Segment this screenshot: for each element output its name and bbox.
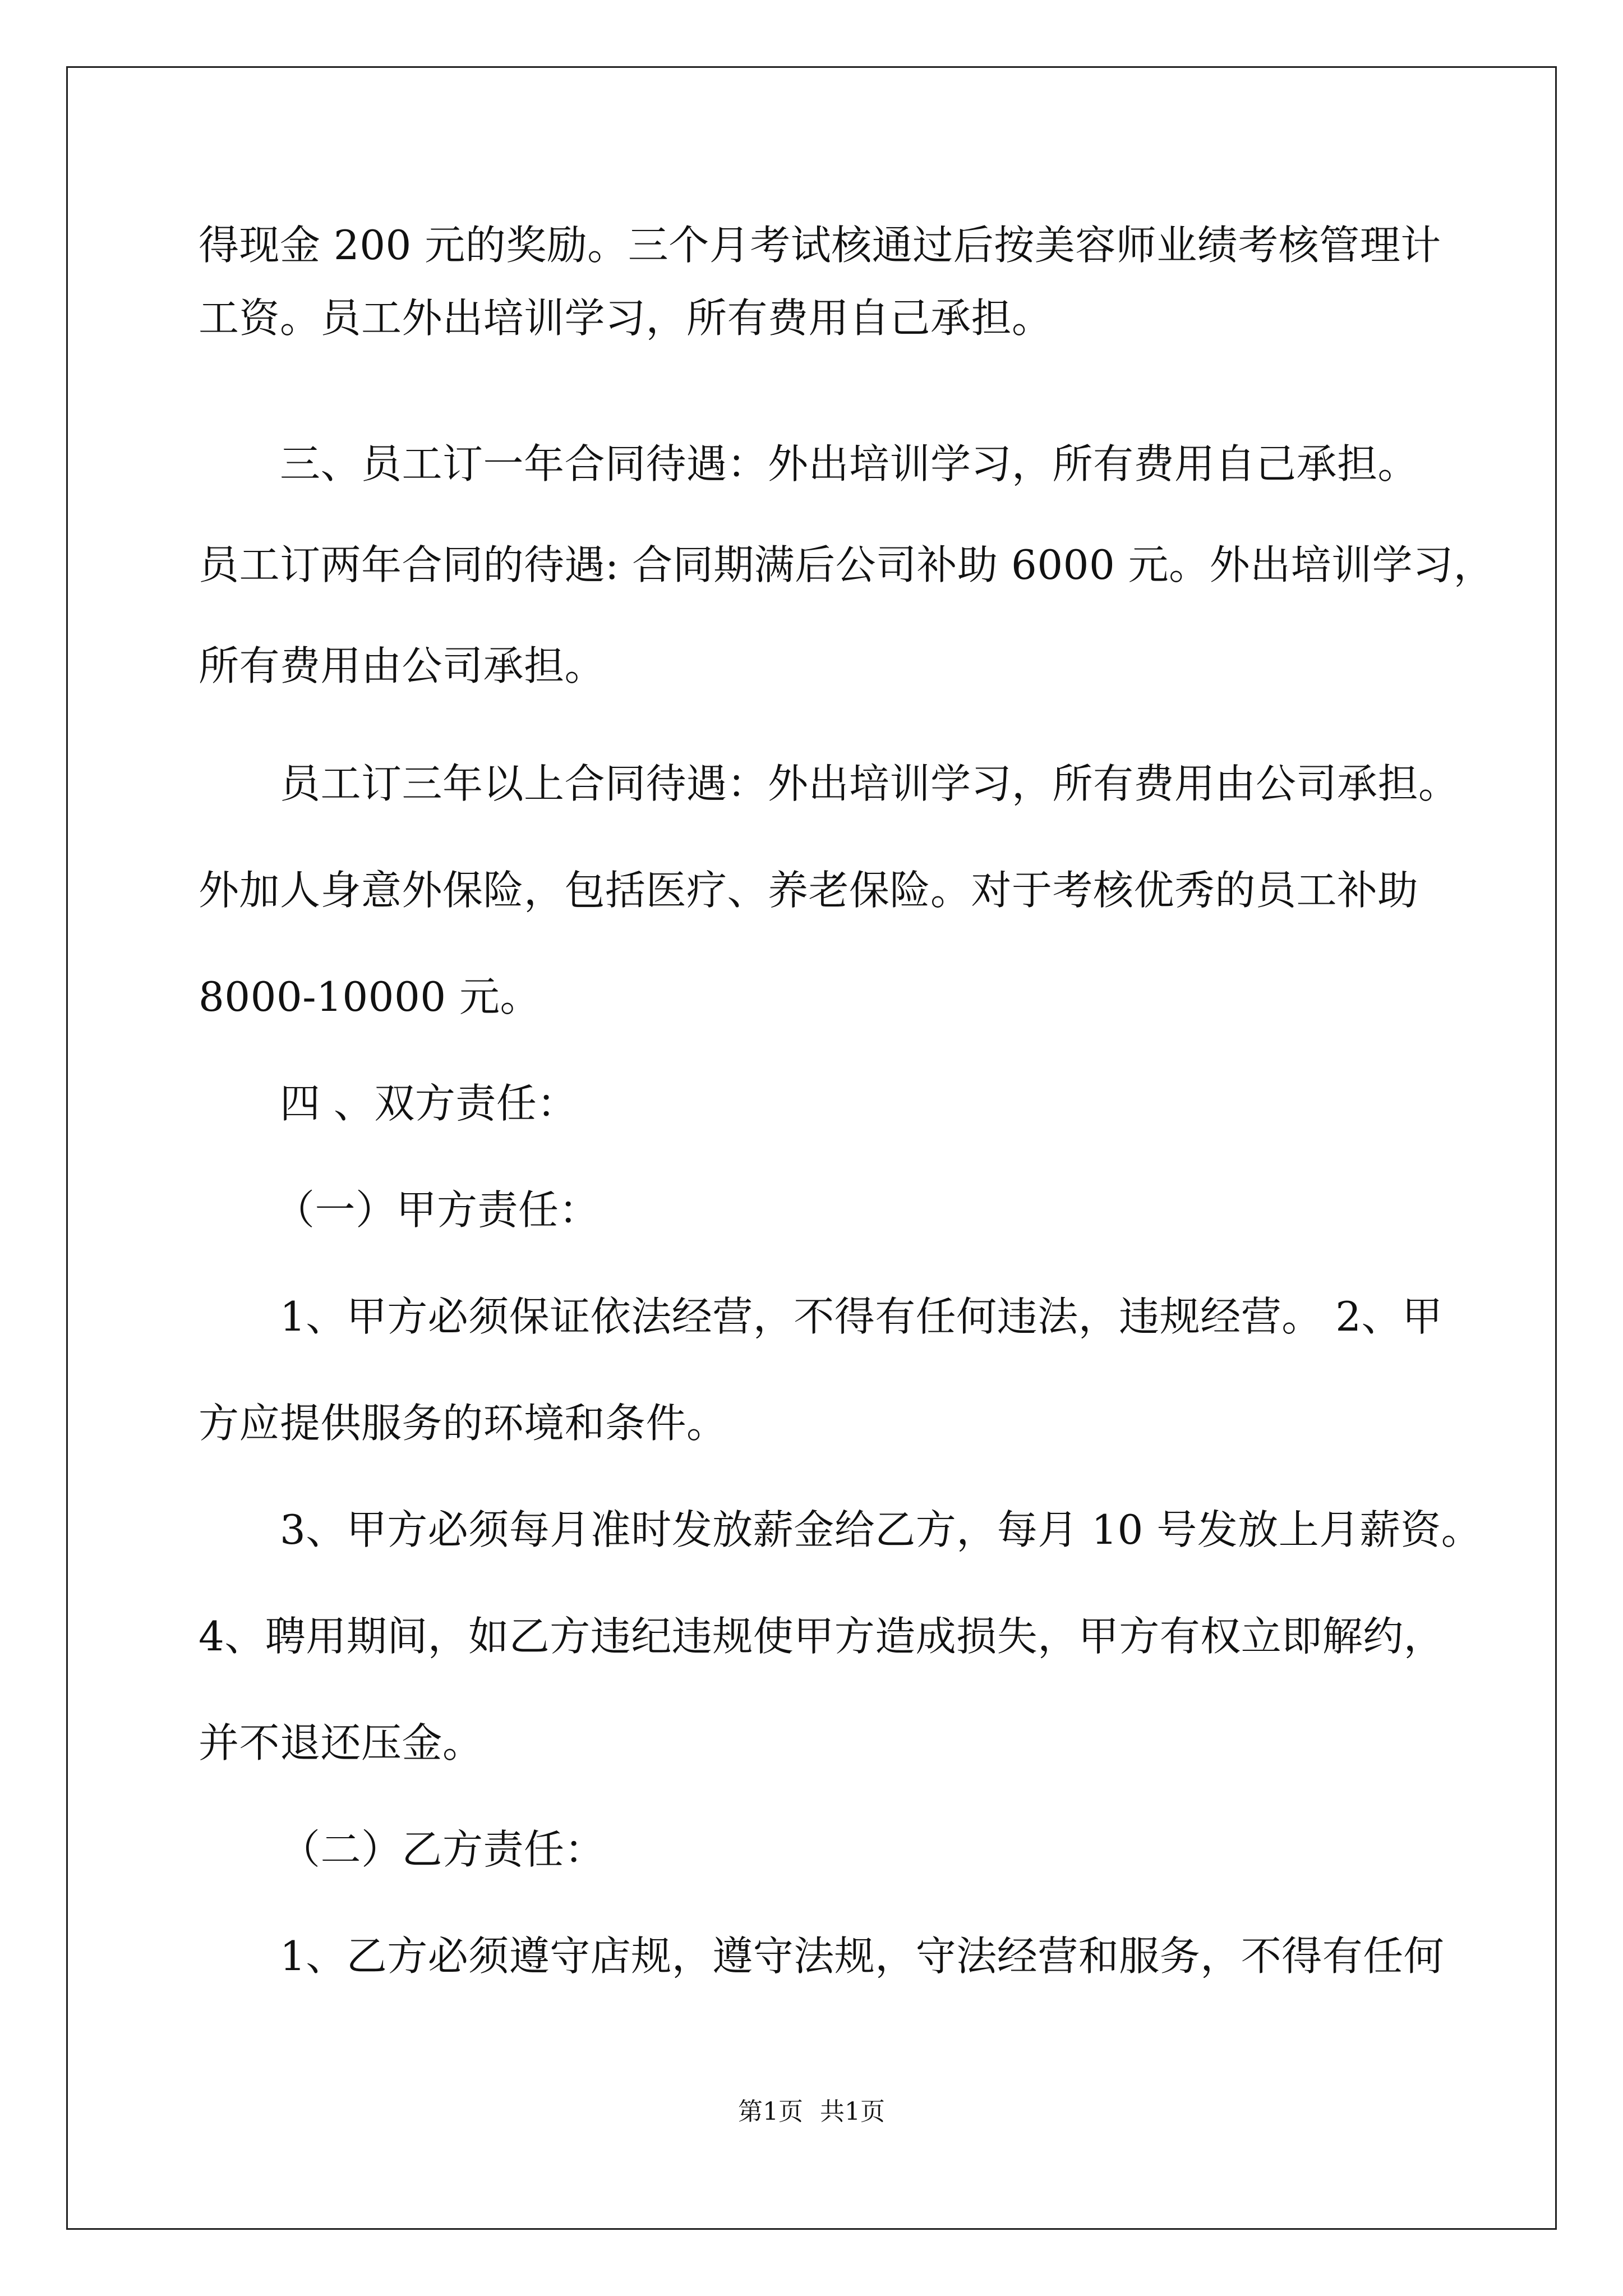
text-line-10: （一）甲方责任： (274, 1186, 600, 1234)
text-line-15: 并不退还压金。 (199, 1719, 483, 1766)
text-line-6: 员工订三年以上合同待遇：外出培训学习，所有费用由公司承担。 (280, 760, 1459, 807)
text-line-1: 得现金 200 元的奖励。三个月考试核通过后按美容师业绩考核管理计 (199, 222, 1441, 269)
page-number-label: 第1页 (738, 2097, 803, 2126)
text-line-5: 所有费用由公司承担。 (199, 642, 606, 689)
text-line-4: 员工订两年合同的待遇: 合同期满后公司补助 6000 元。外出培训学习， (199, 541, 1495, 588)
text-line-7: 外加人身意外保险，包括医疗、养老保险。对于考核优秀的员工补助 (199, 867, 1419, 914)
text-line-14: 4、聘用期间，如乙方违纪违规使甲方造成损失，甲方有权立即解约， (199, 1613, 1445, 1660)
text-line-16: （二）乙方责任： (280, 1826, 606, 1873)
text-line-17: 1、乙方必须遵守店规，遵守法规，守法经营和服务，不得有任何 (280, 1932, 1445, 1980)
text-line-8: 8000-10000 元。 (199, 973, 541, 1020)
text-line-2: 工资。员工外出培训学习，所有费用自己承担。 (199, 295, 1053, 342)
text-line-11: 1、甲方必须保证依法经营，不得有任何违法，违规经营。 2、甲 (280, 1293, 1443, 1340)
page-footer (0, 2095, 1623, 2129)
text-line-12: 方应提供服务的环境和条件。 (199, 1400, 727, 1447)
text-line-3: 三、员工订一年合同待遇：外出培训学习，所有费用自己承担。 (280, 440, 1419, 487)
text-line-13: 3、甲方必须每月准时发放薪金给乙方，每月 10 号发放上月薪资。 (280, 1506, 1482, 1553)
page-border (66, 66, 1557, 2230)
total-pages-label: 共1页 (820, 2097, 885, 2126)
text-line-9: 四 、双方责任： (280, 1080, 578, 1127)
